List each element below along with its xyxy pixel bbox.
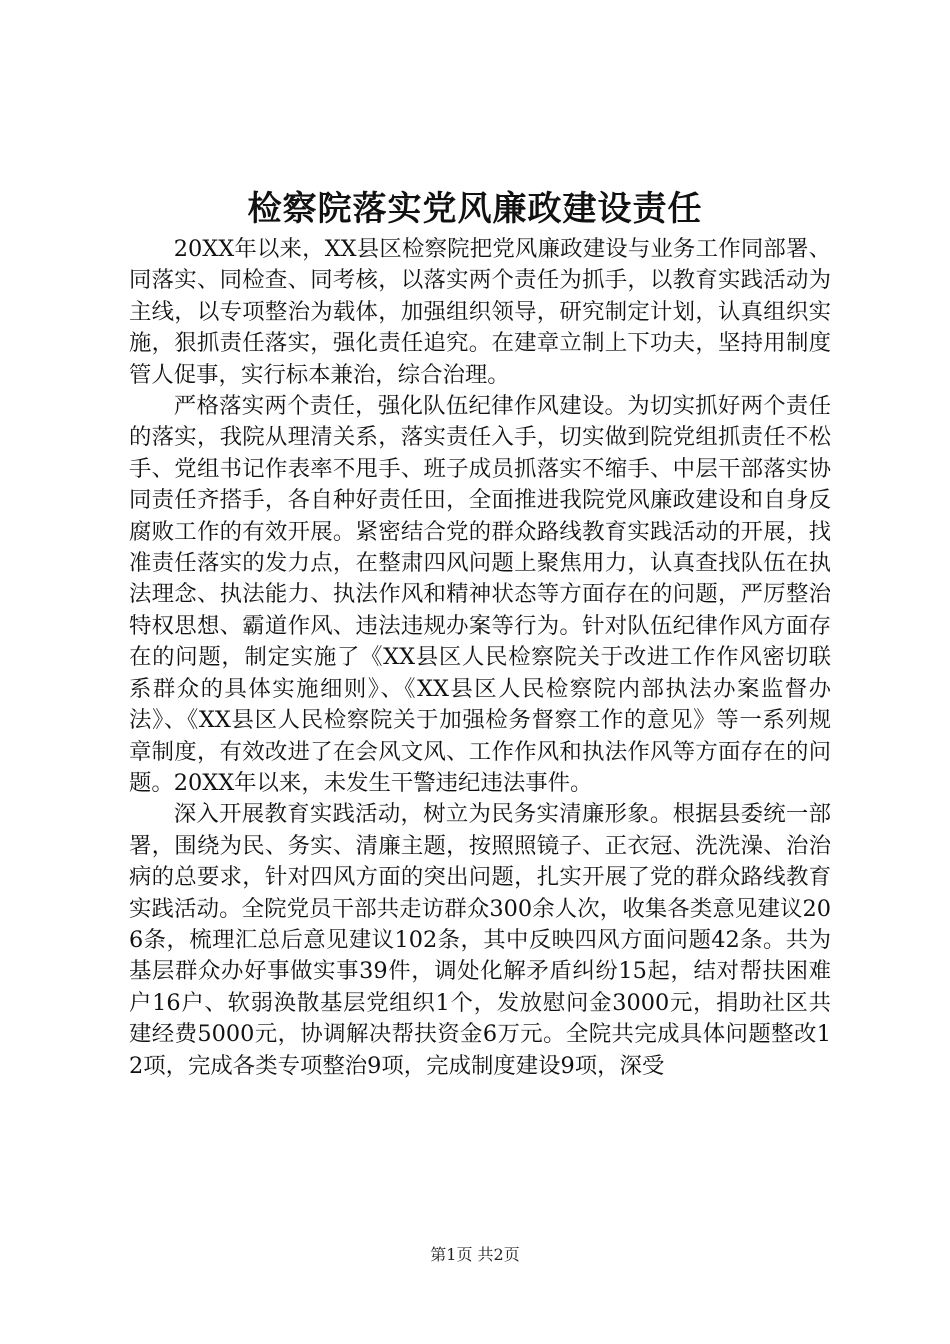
page-footer: 第1页 共2页 [430, 1245, 520, 1264]
paragraph-education-practice: 深入开展教育实践活动，树立为民务实清廉形象。根据县委统一部署，围绕为民、务实、清廉主题，按照照镜子、正衣冠、洗洗澡、治治病的总要求，针对四风方面的突出问题，扎实开展了党的群众路线教育实践活动。全院党员干部共走访群众300余人次，收集各类意见建议206条，梳理汇总后意见建议102条，其中反映四风方面问题42条。共为基层群众办好事做实事39件，调处化解矛盾纠纷15起，结对帮扶困难户16户、软弱涣散基层党组织1个，发放慰问金3000元，捐助社区共建经费5000元，协调解决帮扶资金6万元。全院共完成具体问题整改12项，完成各类专项整治9项，完成制度建设9项，深受 [129, 801, 831, 1079]
document-title: 检察院落实党风廉政建设责任 [247, 189, 703, 229]
paragraph-responsibility: 严格落实两个责任，强化队伍纪律作风建设。为切实抓好两个责任的落实，我院从理清关系，落实责任入手，切实做到院党组抓责任不松手、党组书记作表率不甩手、班子成员抓落实不缩手、中层干部落实协同责任齐搭手，各自种好责任田，全面推进我院党风廉政建设和自身反腐败工作的有效开展。紧密结合党的群众路线教育实践活动的开展，找准责任落实的发力点，在整肃四风问题上聚焦用力，认真查找队伍在执法理念、执法能力、执法作风和精神状态等方面存在的问题，严厉整治特权思想、霸道作风、违法违规办案等行为。针对队伍纪律作风方面存在的问题，制定实施了《XX县区人民检察院关于改进工作作风密切联系群众的具体实施细则》、《XX县区人民检察院内部执法办案监督办法》、《XX县区人民检察院关于加强检务督察工作的意见》等一系列规章制度，有效改进了在会风文风、工作作风和执法作风等方面存在的问题。20XX年以来，未发生干警违纪违法事件。 [129, 393, 831, 796]
document-body [129, 234, 831, 1082]
paragraph-intro: 20XX年以来，XX县区检察院把党风廉政建设与业务工作同部署、同落实、同检查、同考核，以落实两个责任为抓手，以教育实践活动为主线，以专项整治为载体，加强组织领导，研究制定计划，认真组织实施，狠抓责任落实，强化责任追究。在建章立制上下功夫，坚持用制度管人促事，实行标本兼治，综合治理。 [129, 236, 831, 388]
